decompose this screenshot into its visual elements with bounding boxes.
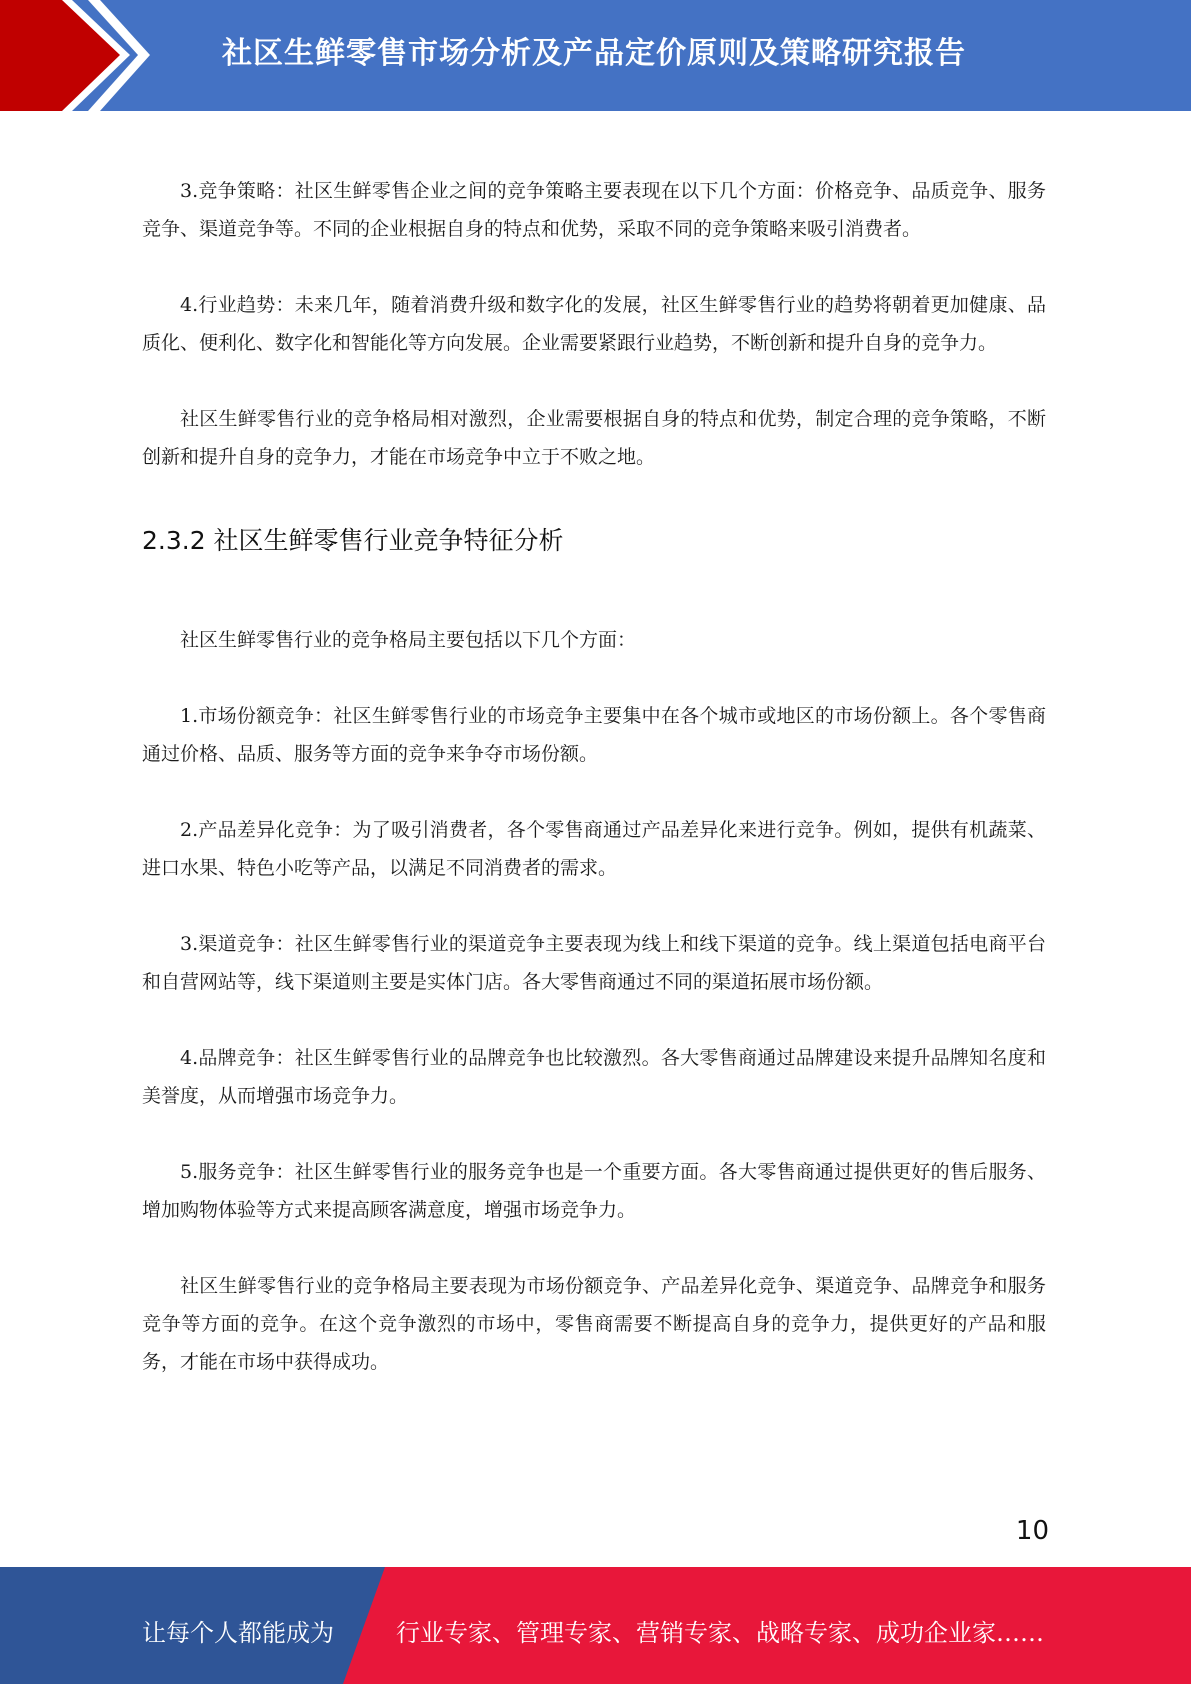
paragraph-intro: 社区生鲜零售行业的竞争格局主要包括以下几个方面： (180, 629, 637, 651)
paragraph-industry-trend: 4.行业趋势：未来几年，随着消费升级和数字化的发展，社区生鲜零售行业的趋势将朝着更加健康、品质化、便利化、数字化和智能化等方向发展。企业需要紧跟行业趋势，不断创新和提升自身的竞争力。 (142, 294, 1046, 354)
page-footer (0, 1567, 1191, 1684)
paragraph-service-competition: 5.服务竞争：社区生鲜零售行业的服务竞争也是一个重要方面。各大零售商通过提供更好的售后服务、增加购物体验等方式来提高顾客满意度，增强市场竞争力。 (142, 1161, 1046, 1221)
page-number: 10 (1015, 1516, 1049, 1546)
section-heading: 2.3.2 社区生鲜零售行业竞争特征分析 (142, 526, 564, 555)
document-title: 社区生鲜零售市场分析及产品定价原则及策略研究报告 (222, 36, 966, 71)
footer-slogan-left: 让每个人都能成为 (142, 1619, 334, 1647)
footer-slogan-right: 行业专家、管理专家、营销专家、战略专家、成功企业家…… (396, 1619, 1044, 1647)
paragraph-competition-summary: 社区生鲜零售行业的竞争格局相对激烈，企业需要根据自身的特点和优势，制定合理的竞争策略，不断创新和提升自身的竞争力，才能在市场竞争中立于不败之地。 (142, 408, 1046, 468)
paragraph-product-differentiation: 2.产品差异化竞争：为了吸引消费者，各个零售商通过产品差异化来进行竞争。例如，提供有机蔬菜、进口水果、特色小吃等产品，以满足不同消费者的需求。 (142, 819, 1046, 879)
paragraph-competition-strategy: 3.竞争策略：社区生鲜零售企业之间的竞争策略主要表现在以下几个方面：价格竞争、品质竞争、服务竞争、渠道竞争等。不同的企业根据自身的特点和优势，采取不同的竞争策略来吸引消费者。 (142, 180, 1046, 240)
page-header (0, 0, 1191, 111)
paragraph-market-share: 1.市场份额竞争：社区生鲜零售行业的市场竞争主要集中在各个城市或地区的市场份额上。各个零售商通过价格、品质、服务等方面的竞争来争夺市场份额。 (142, 705, 1046, 765)
paragraph-channel-competition: 3.渠道竞争：社区生鲜零售行业的渠道竞争主要表现为线上和线下渠道的竞争。线上渠道包括电商平台和自营网站等，线下渠道则主要是实体门店。各大零售商通过不同的渠道拓展市场份额。 (142, 933, 1046, 993)
paragraph-brand-competition: 4.品牌竞争：社区生鲜零售行业的品牌竞争也比较激烈。各大零售商通过品牌建设来提升品牌知名度和美誉度，从而增强市场竞争力。 (142, 1047, 1046, 1107)
paragraph-conclusion: 社区生鲜零售行业的竞争格局主要表现为市场份额竞争、产品差异化竞争、渠道竞争、品牌竞争和服务竞争等方面的竞争。在这个竞争激烈的市场中，零售商需要不断提高自身的竞争力，提供更好的产品和服务，才能在市场中获得成功。 (142, 1275, 1046, 1373)
document-body (142, 172, 1046, 1419)
header-arrow-decoration (0, 0, 160, 111)
